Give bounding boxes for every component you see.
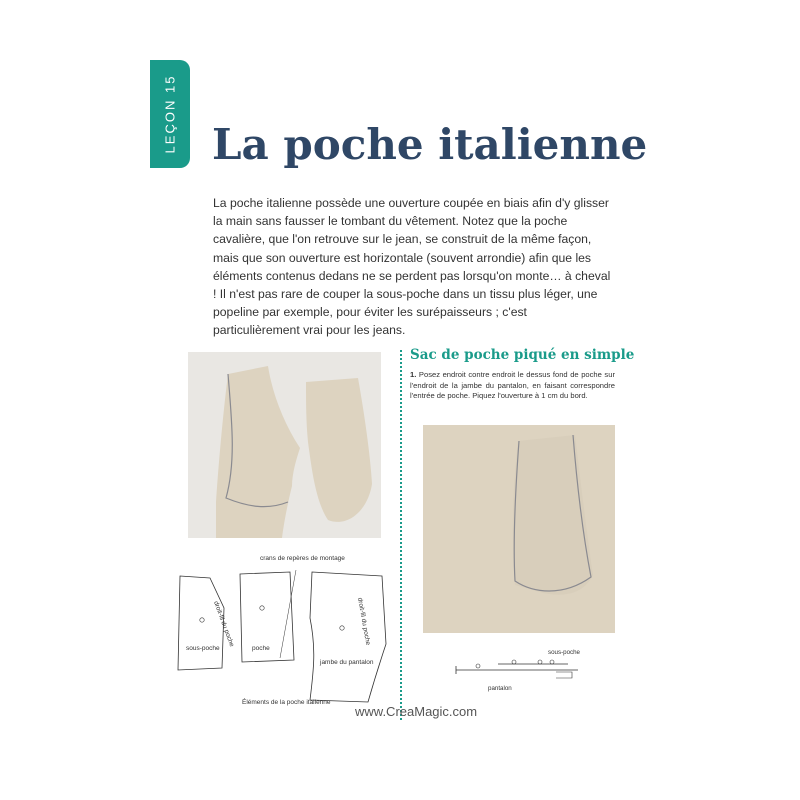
grain-label-1: droit-fil du poche	[212, 600, 236, 648]
fabric-pieces-photo	[188, 352, 381, 538]
step-number: 1.	[410, 370, 417, 379]
piece-label-poche: poche	[252, 645, 270, 652]
page-title: La poche italienne	[212, 120, 648, 169]
piece-label-sous-poche: sous-poche	[186, 645, 220, 652]
grain-label-2: droit-fil du poche	[356, 597, 372, 646]
piece-label-jambe: jambe du pantalon	[320, 659, 374, 666]
diagram-caption: Éléments de la poche italienne	[242, 699, 331, 706]
pocket-elements-diagram	[172, 548, 397, 708]
stitched-pocket-photo	[423, 425, 615, 633]
stitching-cross-section-diagram	[448, 644, 588, 700]
label-sous-poche: sous-poche	[548, 649, 580, 656]
lesson-tab-label: LEÇON 15	[162, 74, 178, 154]
watermark: www.CreaMagic.com	[355, 704, 478, 719]
step-instruction: Posez endroit contre endroit le dessus fond de poche sur l'endroit de la jambe du pantalon, en faisant correspondre l'entrée de poche. Piquez l'ouverture à 1 cm du bord.	[410, 370, 615, 401]
intro-paragraph: La poche italienne possède une ouverture coupée en biais afin d'y glisser la main sans fausser le tombant du vêtement. Notez que la poche cavalière, que l'on retrouve sur le jean, se construit de la même façon, mais que son ouverture est horizontale (souvent arrondie) afin que les éléments contenus dedans ne se perdent pas lorsqu'on monte… à cheval ! Il n'est pas rare de couper la sous-poche dans un tissu plus léger, une popeline par exemple, pour éviter les surépaisseurs ; c'est particulièrement vrai pour les jeans.	[213, 196, 611, 338]
section-title: Sac de poche piqué en simple	[410, 347, 635, 363]
column-divider	[400, 350, 402, 720]
label-pantalon: pantalon	[488, 685, 512, 692]
notch-label: crans de repères de montage	[260, 555, 345, 562]
lesson-tab	[150, 60, 190, 168]
step-1-text	[410, 370, 615, 402]
